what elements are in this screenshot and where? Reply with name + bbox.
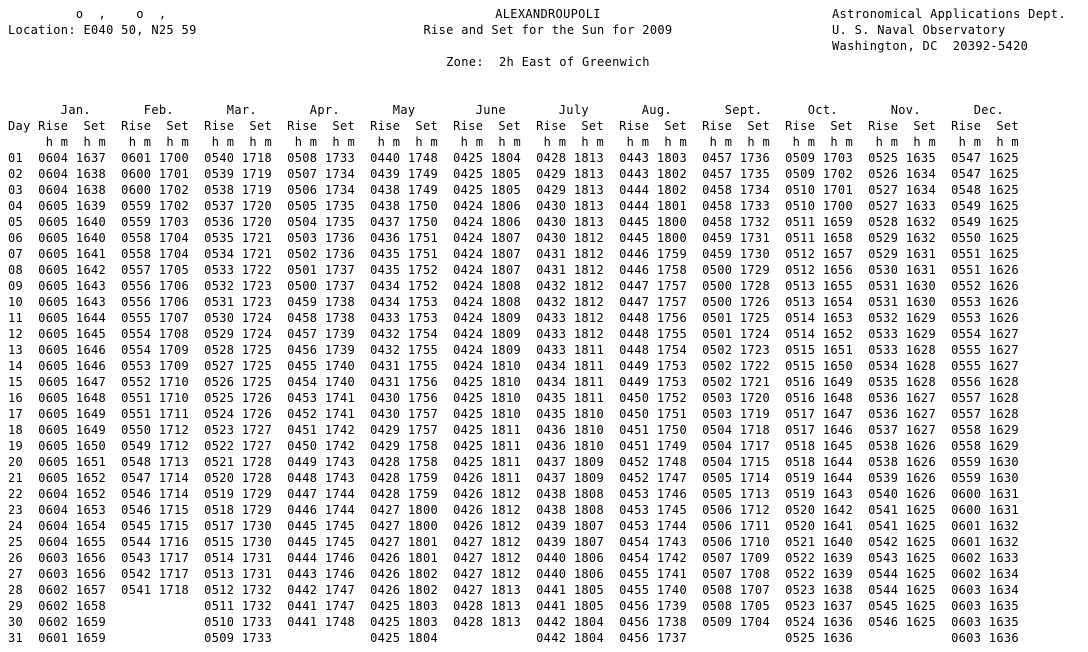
table-row: 12 0605 1645 0554 1708 0529 1724 0457 1739 0432 1754 0424 1809 0433 1812 0448 1755 0501 1724 0514 1652 0533 1629 0554 1627 bbox=[8, 327, 1019, 341]
observatory-address: Washington, DC 20392-5420 bbox=[832, 39, 1029, 53]
time-zone-line: Zone: 2h East of Greenwich bbox=[446, 55, 650, 69]
table-row: 01 0604 1637 0601 1700 0540 1718 0508 1733 0440 1748 0425 1804 0428 1813 0443 1803 0457 1736 0509 1703 0525 1635 0547 1625 bbox=[8, 151, 1019, 165]
table-row: 04 0605 1639 0559 1702 0537 1720 0505 1735 0438 1750 0424 1806 0430 1813 0444 1801 0458 1733 0510 1700 0527 1633 0549 1625 bbox=[8, 199, 1019, 213]
place-name: ALEXANDROUPOLI bbox=[495, 7, 601, 21]
table-row: 16 0605 1648 0551 1710 0525 1726 0453 1741 0430 1756 0425 1810 0435 1811 0450 1752 0503 1720 0516 1648 0536 1627 0557 1628 bbox=[8, 391, 1019, 405]
coordinate-marks: o , o , bbox=[8, 7, 167, 21]
table-row: 31 0601 1659 0509 1733 0425 1804 0442 1804 0456 1737 0525 1636 0603 1636 bbox=[8, 631, 1019, 645]
table-row: 20 0605 1651 0548 1713 0521 1728 0449 1743 0428 1758 0425 1811 0437 1809 0452 1748 0504 1715 0518 1644 0538 1626 0559 1630 bbox=[8, 455, 1019, 469]
table-row: 11 0605 1644 0555 1707 0530 1724 0458 1738 0433 1753 0424 1809 0433 1812 0448 1756 0501 1725 0514 1653 0532 1629 0553 1626 bbox=[8, 311, 1019, 325]
table-row: 22 0604 1652 0546 1714 0519 1729 0447 1744 0428 1759 0426 1812 0438 1808 0453 1746 0505 1713 0519 1643 0540 1626 0600 1631 bbox=[8, 487, 1019, 501]
table-title: Rise and Set for the Sun for 2009 bbox=[423, 23, 673, 37]
table-row: 14 0605 1646 0553 1709 0527 1725 0455 1740 0431 1755 0424 1810 0434 1811 0449 1753 0502 1722 0515 1650 0534 1628 0555 1627 bbox=[8, 359, 1019, 373]
table-row: 09 0605 1643 0556 1706 0532 1723 0500 1737 0434 1752 0424 1808 0432 1812 0447 1757 0500 1728 0513 1655 0531 1630 0552 1626 bbox=[8, 279, 1019, 293]
table-row: 03 0604 1638 0600 1702 0538 1719 0506 1734 0438 1749 0425 1805 0429 1813 0444 1802 0458 1734 0510 1701 0527 1634 0548 1625 bbox=[8, 183, 1019, 197]
dept-name: Astronomical Applications Dept. bbox=[832, 7, 1066, 21]
table-row: 17 0605 1649 0551 1711 0524 1726 0452 1741 0430 1757 0425 1810 0435 1810 0450 1751 0503 1719 0517 1647 0536 1627 0557 1628 bbox=[8, 407, 1019, 421]
table-row: 08 0605 1642 0557 1705 0533 1722 0501 1737 0435 1752 0424 1807 0431 1812 0446 1758 0500 1729 0512 1656 0530 1631 0551 1626 bbox=[8, 263, 1019, 277]
table-row: 15 0605 1647 0552 1710 0526 1725 0454 1740 0431 1756 0425 1810 0434 1811 0449 1753 0502 1721 0516 1649 0535 1628 0556 1628 bbox=[8, 375, 1019, 389]
table-row: 28 0602 1657 0541 1718 0512 1732 0442 1747 0426 1802 0427 1813 0441 1805 0455 1740 0508 1707 0523 1638 0544 1625 0603 1634 bbox=[8, 583, 1019, 597]
table-row: 18 0605 1649 0550 1712 0523 1727 0451 1742 0429 1757 0425 1811 0436 1810 0451 1750 0504 1718 0517 1646 0537 1627 0558 1629 bbox=[8, 423, 1019, 437]
publisher-block bbox=[832, 6, 1066, 54]
table-row: 13 0605 1646 0554 1709 0528 1725 0456 1739 0432 1755 0424 1809 0433 1811 0448 1754 0502 1723 0515 1651 0533 1628 0555 1627 bbox=[8, 343, 1019, 357]
rise-set-header-row: Day Rise Set Rise Set Rise Set Rise Set Rise Set Rise Set Rise Set Rise Set Rise Set Rise Set Rise Set Rise Set bbox=[8, 119, 1019, 133]
table-row: 30 0602 1659 0510 1733 0441 1748 0425 1803 0428 1813 0442 1804 0456 1738 0509 1704 0524 1636 0546 1625 0603 1635 bbox=[8, 615, 1019, 629]
table-row: 02 0604 1638 0600 1701 0539 1719 0507 1734 0439 1749 0425 1805 0429 1813 0443 1802 0457 1735 0509 1702 0526 1634 0547 1625 bbox=[8, 167, 1019, 181]
table-row: 21 0605 1652 0547 1714 0520 1728 0448 1743 0428 1759 0426 1811 0437 1809 0452 1747 0505 1714 0519 1644 0539 1626 0559 1630 bbox=[8, 471, 1019, 485]
observatory-name: U. S. Naval Observatory bbox=[832, 23, 1006, 37]
hour-minute-header-row: h m h m h m h m h m h m h m h m h m h m h m h m h m h m h m h m h m h m h m h m h m h m h m h m bbox=[8, 135, 1019, 149]
table-row: 26 0603 1656 0543 1717 0514 1731 0444 1746 0426 1801 0427 1812 0440 1806 0454 1742 0507 1709 0522 1639 0543 1625 0602 1633 bbox=[8, 551, 1019, 565]
table-row: 27 0603 1656 0542 1717 0513 1731 0443 1746 0426 1802 0427 1812 0440 1806 0455 1741 0507 1708 0522 1639 0544 1625 0602 1634 bbox=[8, 567, 1019, 581]
table-row: 23 0604 1653 0546 1715 0518 1729 0446 1744 0427 1800 0426 1812 0438 1808 0453 1745 0506 1712 0520 1642 0541 1625 0600 1631 bbox=[8, 503, 1019, 517]
table-row: 06 0605 1640 0558 1704 0535 1721 0503 1736 0436 1751 0424 1807 0430 1812 0445 1800 0459 1731 0511 1658 0529 1632 0550 1625 bbox=[8, 231, 1019, 245]
table-row: 05 0605 1640 0559 1703 0536 1720 0504 1735 0437 1750 0424 1806 0430 1813 0445 1800 0458 1732 0511 1659 0528 1632 0549 1625 bbox=[8, 215, 1019, 229]
table-row: 24 0604 1654 0545 1715 0517 1730 0445 1745 0427 1800 0426 1812 0439 1807 0453 1744 0506 1711 0520 1641 0541 1625 0601 1632 bbox=[8, 519, 1019, 533]
table-row: 19 0605 1650 0549 1712 0522 1727 0450 1742 0429 1758 0425 1811 0436 1810 0451 1749 0504 1717 0518 1645 0538 1626 0558 1629 bbox=[8, 439, 1019, 453]
table-row: 07 0605 1641 0558 1704 0534 1721 0502 1736 0435 1751 0424 1807 0431 1812 0446 1759 0459 1730 0512 1657 0529 1631 0551 1625 bbox=[8, 247, 1019, 261]
table-row: 25 0604 1655 0544 1716 0515 1730 0445 1745 0427 1801 0427 1812 0439 1807 0454 1743 0506 1710 0521 1640 0542 1625 0601 1632 bbox=[8, 535, 1019, 549]
location-text: Location: E040 50, N25 59 bbox=[8, 23, 197, 37]
table-row: 29 0602 1658 0511 1732 0441 1747 0425 1803 0428 1813 0441 1805 0456 1739 0508 1705 0523 1637 0545 1625 0603 1635 bbox=[8, 599, 1019, 613]
month-header-row: Jan. Feb. Mar. Apr. May June July Aug. Sept. Oct. Nov. Dec. bbox=[8, 103, 1004, 117]
table-row: 10 0605 1643 0556 1706 0531 1723 0459 1738 0434 1753 0424 1808 0432 1812 0447 1757 0500 1726 0513 1654 0531 1630 0553 1626 bbox=[8, 295, 1019, 309]
